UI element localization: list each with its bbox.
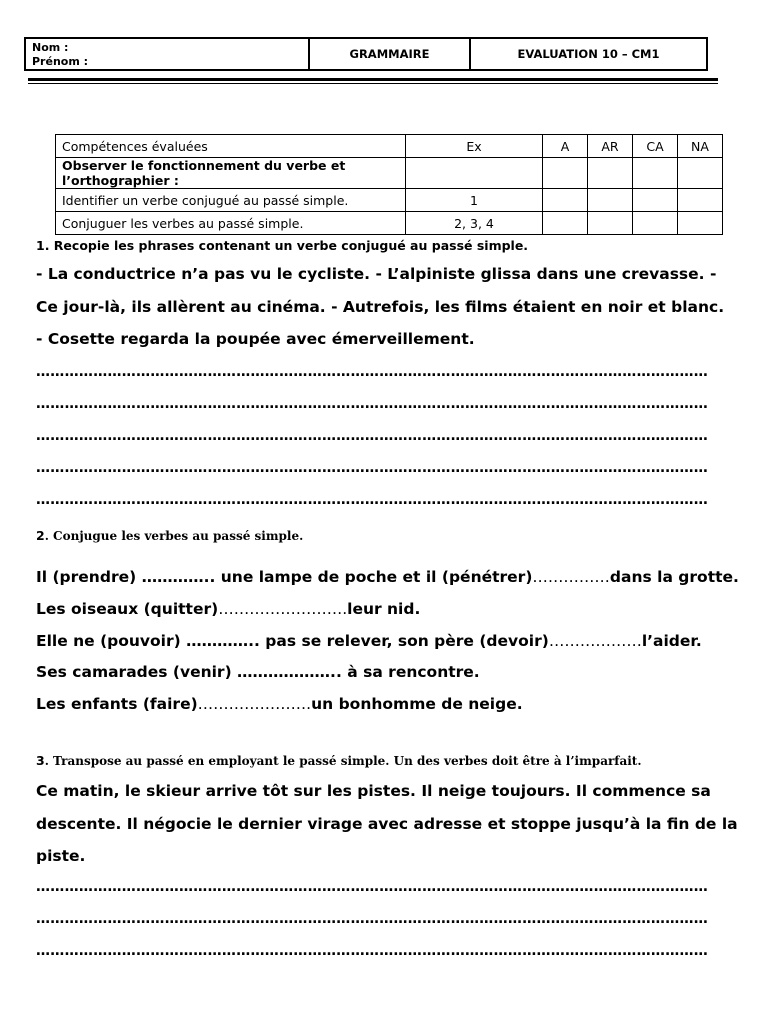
header-box (24, 37, 708, 71)
answer-line[interactable] (36, 396, 708, 412)
col-a: A (543, 135, 588, 158)
sentence-4: Ses camarades (venir) ……………….. à sa rencontre. (36, 663, 480, 681)
answer-line[interactable] (36, 364, 708, 380)
nom-label: Nom : (32, 41, 69, 54)
blank[interactable]: ……………………. (218, 600, 348, 618)
header-rule-thick (28, 78, 718, 81)
exercise-3-text-line: descente. Il négocie le dernier virage avec adresse et stoppe jusqu’à la fin de la (36, 815, 738, 833)
identity-cell (26, 39, 310, 69)
col-ar: AR (588, 135, 633, 158)
exercise-2-instruction: 2. Conjugue les verbes au passé simple. (36, 528, 304, 543)
competence-ex: 1 (406, 189, 543, 212)
col-na: NA (678, 135, 723, 158)
sentence-5: Les enfants (faire)………………….un bonhomme de neige. (36, 695, 523, 713)
answer-line[interactable] (36, 911, 708, 927)
competences-table (55, 134, 723, 235)
exercise-1-number: 1 (36, 238, 45, 253)
col-ex: Ex (406, 135, 543, 158)
answer-line[interactable] (36, 460, 708, 476)
answer-line[interactable] (36, 943, 708, 959)
sentence-3: Elle ne (pouvoir) ………….. pas se relever, son père (devoir)………………l’aider. (36, 632, 702, 650)
answer-line[interactable] (36, 879, 708, 895)
exercise-3-text-line: piste. (36, 847, 86, 865)
table-row (56, 212, 723, 235)
answer-line[interactable] (36, 492, 708, 508)
exercise-2-number: 2 (36, 528, 45, 543)
exercise-3-instruction: 3. Transpose au passé en employant le passé simple. Un des verbes doit être à l’imparfait. (36, 753, 642, 768)
sentence-1: Il (prendre) ………….. une lampe de poche et il (pénétrer)……………dans la grotte. (36, 568, 739, 586)
blank[interactable]: ……………… (548, 632, 642, 650)
sentence-2: Les oiseaux (quitter)…………………….leur nid. (36, 600, 421, 618)
exercise-1-text-line: Ce jour-là, ils allèrent au cinéma. - Autrefois, les films étaient en noir et blanc. (36, 298, 725, 316)
competence-ex: 2, 3, 4 (406, 212, 543, 235)
blank[interactable]: …………… (532, 568, 610, 586)
competence-label: Conjuguer les verbes au passé simple. (56, 212, 406, 235)
table-row (56, 189, 723, 212)
exercise-3-number: 3 (36, 753, 45, 768)
exercise-3-text-line: Ce matin, le skieur arrive tôt sur les pistes. Il neige toujours. Il commence sa (36, 782, 711, 800)
exercise-1-text-line: - La conductrice n’a pas vu le cycliste. - L’alpiniste glissa dans une crevasse. - (36, 265, 717, 283)
table-header-row (56, 135, 723, 158)
answer-line[interactable] (36, 428, 708, 444)
table-section-row (56, 158, 723, 189)
competence-label: Identifier un verbe conjugué au passé simple. (56, 189, 406, 212)
section-label: Observer le fonctionnement du verbe et l’orthographier : (56, 158, 406, 189)
exercise-1-instruction: 1. Recopie les phrases contenant un verbe conjugué au passé simple. (36, 238, 529, 253)
exercise-1-text-line: - Cosette regarda la poupée avec émerveillement. (36, 330, 475, 348)
evaluation-cell: EVALUATION 10 – CM1 (517, 47, 660, 61)
prenom-label: Prénom : (32, 55, 89, 68)
header-rule-thin (28, 83, 718, 84)
col-ca: CA (633, 135, 678, 158)
blank[interactable]: …………………. (197, 695, 312, 713)
subject-cell: GRAMMAIRE (310, 39, 471, 69)
col-competences: Compétences évaluées (56, 135, 406, 158)
